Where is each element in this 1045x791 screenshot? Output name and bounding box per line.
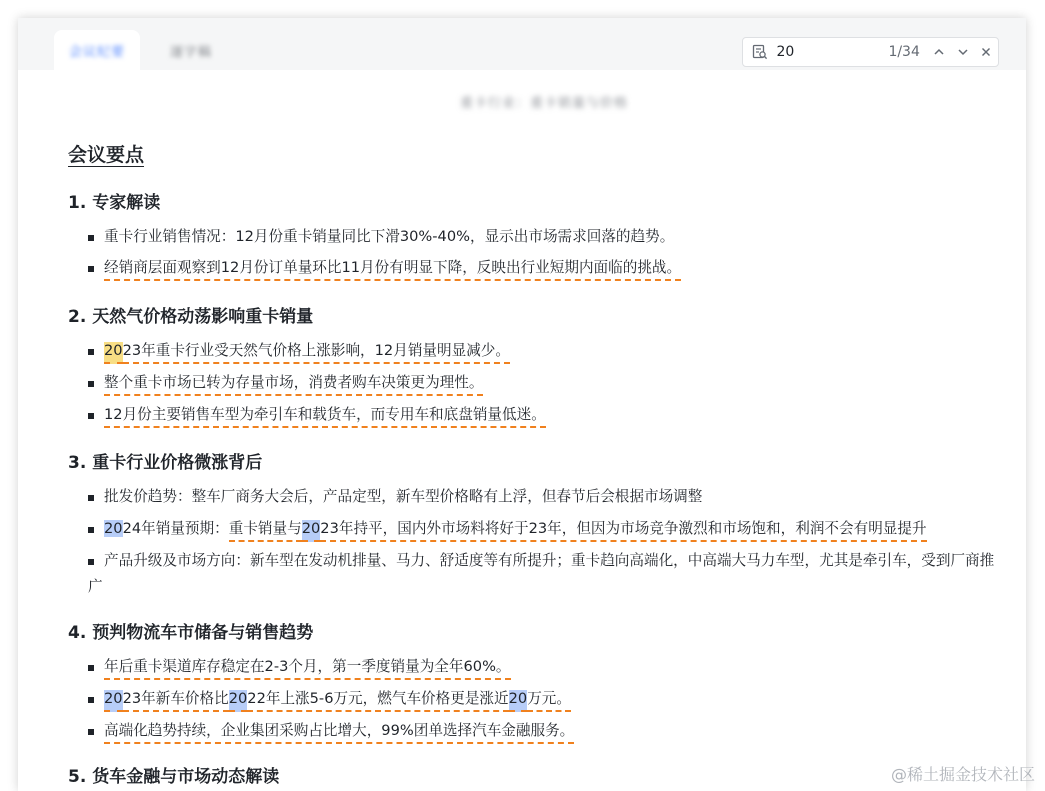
search-match-highlight: 20 bbox=[229, 690, 248, 712]
list-item-text bbox=[104, 374, 483, 391]
bullet-marker bbox=[88, 266, 94, 272]
text-run: 24年销量预期： bbox=[122, 520, 229, 537]
text-run: 万元。 bbox=[527, 690, 571, 712]
find-previous-button[interactable] bbox=[928, 40, 951, 64]
search-match-highlight: 20 bbox=[104, 342, 123, 364]
bullet-marker bbox=[88, 697, 94, 703]
list-item bbox=[88, 484, 1008, 510]
text-run: 12月份主要销售车型为牵引车和载货车，而专用车和底盘销量低迷。 bbox=[104, 406, 546, 428]
list-item-text bbox=[104, 520, 927, 537]
text-run: 23年持平，国内外市场料将好于23年，但因为市场竞争激烈和市场饱和，利润不会有明显提升 bbox=[320, 520, 926, 542]
list-item bbox=[88, 370, 1008, 396]
app-window bbox=[18, 18, 1026, 791]
watermark: @稀土掘金技术社区 bbox=[890, 765, 1035, 784]
list-item bbox=[88, 548, 1008, 600]
list-item-text bbox=[104, 406, 546, 423]
section-heading-partial: 5. 货车金融与市场动态解读 bbox=[68, 767, 280, 787]
find-bar bbox=[742, 37, 999, 67]
document-title: 重卡行业：重卡销量与价格 bbox=[459, 96, 628, 111]
list-item-text bbox=[104, 342, 510, 359]
list-item-text bbox=[104, 658, 511, 675]
tab-transcript[interactable] bbox=[146, 30, 236, 70]
find-input[interactable] bbox=[772, 44, 876, 60]
list-item bbox=[88, 224, 1008, 250]
chevron-down-icon bbox=[957, 46, 969, 58]
search-match-highlight: 20 bbox=[104, 690, 123, 712]
search-match-highlight: 20 bbox=[104, 520, 123, 537]
page-heading: 会议要点 bbox=[68, 144, 145, 166]
tab-bar bbox=[18, 18, 1026, 70]
list-item bbox=[88, 338, 1008, 364]
find-close-button[interactable] bbox=[975, 40, 998, 64]
close-icon bbox=[981, 47, 991, 57]
section-heading: 2. 天然气价格动荡影响重卡销量 bbox=[68, 307, 314, 327]
tab-summary-label: 会议纪要 bbox=[68, 44, 125, 60]
bullet-marker bbox=[88, 235, 94, 241]
list-item-text bbox=[104, 259, 681, 276]
bullet-marker bbox=[88, 495, 94, 501]
text-run: 整个重卡市场已转为存量市场，消费者购车决策更为理性。 bbox=[104, 374, 483, 396]
bullet-marker bbox=[88, 665, 94, 671]
list-item-text bbox=[104, 488, 702, 505]
text-run: 经销商层面观察到12月份订单量环比11月份有明显下降，反映出行业短期内面临的挑战。 bbox=[104, 259, 681, 281]
list-item bbox=[88, 255, 1008, 281]
section-heading: 1. 专家解读 bbox=[68, 193, 161, 213]
bullet-marker bbox=[88, 413, 94, 419]
bullet-marker bbox=[88, 559, 94, 565]
bullet-marker bbox=[88, 527, 94, 533]
tab-summary[interactable] bbox=[54, 30, 140, 70]
bullet-marker bbox=[88, 729, 94, 735]
list-item bbox=[88, 686, 1008, 712]
list-item-text bbox=[104, 722, 574, 739]
chevron-up-icon bbox=[933, 46, 945, 58]
list-item bbox=[88, 516, 1008, 542]
text-run: 年后重卡渠道库存稳定在2-3个月，第一季度销量为全年60%。 bbox=[104, 658, 511, 680]
list-item bbox=[88, 718, 1008, 744]
list-item-text bbox=[88, 552, 994, 595]
list-item-text bbox=[104, 690, 571, 707]
list-item bbox=[88, 654, 1008, 680]
text-run: 重卡行业销售情况：12月份重卡销量同比下滑30%-40%，显示出市场需求回落的趋势。 bbox=[104, 228, 675, 245]
text-run: 批发价趋势：整车厂商务大会后，产品定型，新车型价格略有上浮，但春节后会根据市场调整 bbox=[104, 488, 703, 505]
text-run: 22年上涨5-6万元，燃气车价格更是涨近 bbox=[247, 690, 508, 712]
find-match-counter: 1/34 bbox=[888, 44, 920, 60]
list-item-text bbox=[104, 228, 674, 245]
list-item bbox=[88, 402, 1008, 428]
text-run: 重卡销量与 bbox=[229, 520, 302, 542]
text-run: 23年重卡行业受天然气价格上涨影响，12月销量明显减少。 bbox=[123, 342, 510, 364]
text-run: 产品升级及市场方向：新车型在发动机排量、马力、舒适度等有所提升；重卡趋向高端化，中高端大马力车型，尤其是牵引车，受到厂商推广 bbox=[88, 552, 995, 595]
find-next-button[interactable] bbox=[951, 40, 974, 64]
section-heading: 3. 重卡行业价格微涨背后 bbox=[68, 453, 263, 473]
search-match-highlight: 20 bbox=[302, 520, 321, 542]
bullet-marker bbox=[88, 349, 94, 355]
tab-transcript-label: 逐字稿 bbox=[169, 44, 212, 60]
find-in-page-icon bbox=[747, 44, 772, 60]
search-match-highlight: 20 bbox=[509, 690, 528, 712]
section-heading: 4. 预判物流车市储备与销售趋势 bbox=[68, 623, 314, 643]
bullet-marker bbox=[88, 381, 94, 387]
text-run: 高端化趋势持续，企业集团采购占比增大，99%团单选择汽车金融服务。 bbox=[104, 722, 574, 744]
text-run: 23年新车价格比 bbox=[123, 690, 229, 712]
